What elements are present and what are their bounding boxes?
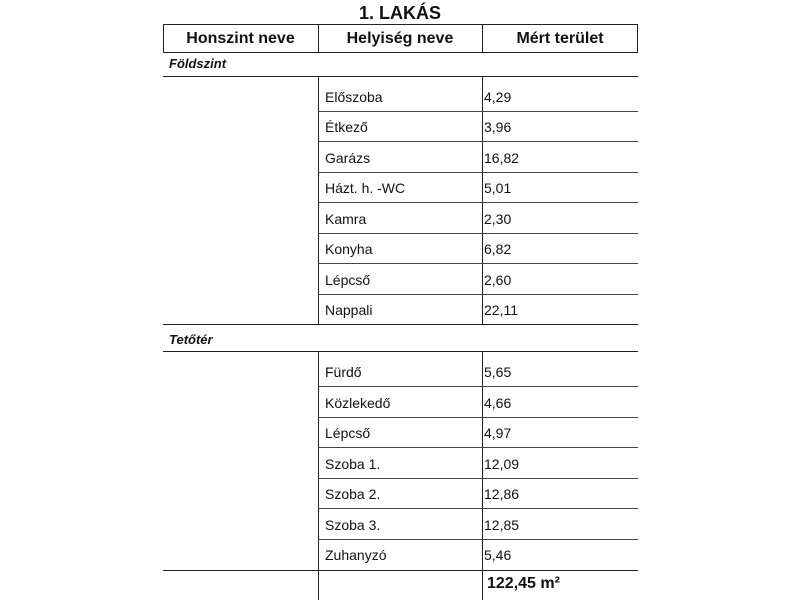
- room-area: 4,66: [484, 395, 512, 411]
- table-row: [318, 234, 638, 264]
- area-table: [163, 24, 638, 600]
- room-name: Fürdő: [325, 364, 362, 380]
- header-room-name: Helyiség neve: [346, 30, 454, 47]
- table-row: [318, 388, 638, 418]
- room-name: Nappali: [325, 302, 373, 318]
- table-top-border: [163, 24, 638, 25]
- total-area: 122,45 m²: [487, 575, 560, 592]
- room-area: 12,85: [484, 517, 520, 533]
- room-area: 5,46: [484, 547, 512, 563]
- room-name: Kamra: [325, 211, 367, 227]
- room-area: 22,11: [484, 302, 518, 318]
- table-row: [318, 295, 638, 325]
- room-area: 4,29: [484, 89, 512, 105]
- table-row: [318, 82, 638, 112]
- room-area: 2,60: [484, 272, 512, 288]
- table-row: [318, 204, 638, 234]
- room-name: Házt. h. -WC: [325, 180, 406, 196]
- table-row: [318, 173, 638, 203]
- section-2-divider: [163, 351, 638, 352]
- room-area: 3,96: [484, 119, 512, 135]
- room-area: 4,97: [484, 425, 512, 441]
- room-area: 5,65: [484, 364, 512, 380]
- room-area: 12,09: [484, 456, 520, 472]
- room-area: 6,82: [484, 241, 512, 257]
- room-name: Zuhanyzó: [325, 547, 387, 563]
- section-label-ground-floor: Földszint: [169, 56, 227, 71]
- table-row: [318, 479, 638, 509]
- section-label-attic: Tetőtér: [169, 332, 213, 347]
- section-1-divider: [163, 76, 638, 77]
- room-name: Konyha: [325, 241, 373, 257]
- table-row: [318, 143, 638, 173]
- room-name: Szoba 1.: [325, 456, 381, 472]
- room-name: Lépcső: [325, 425, 371, 441]
- header-floor-name: Honszint neve: [186, 30, 295, 47]
- table-row: [318, 357, 638, 387]
- header-bottom-border: [163, 52, 638, 53]
- table-row: [318, 112, 638, 142]
- room-name: Garázs: [325, 150, 371, 166]
- room-name: Közlekedő: [325, 395, 391, 411]
- room-area: 2,30: [484, 211, 512, 227]
- room-area: 5,01: [484, 180, 512, 196]
- page-title: 1. LAKÁS: [358, 3, 441, 23]
- room-area: 12,86: [484, 486, 520, 502]
- table-row: [318, 540, 638, 570]
- room-name: Lépcső: [325, 272, 371, 288]
- table-row: [318, 449, 638, 479]
- room-name: Szoba 2.: [325, 486, 381, 502]
- table-row: [318, 418, 638, 448]
- room-name: Szoba 3.: [325, 517, 381, 533]
- room-name: Étkező: [325, 119, 368, 135]
- room-name: Előszoba: [325, 89, 383, 105]
- room-area: 16,82: [484, 150, 520, 166]
- header-measured-area: Mért terület: [516, 30, 604, 47]
- table-row: [318, 265, 638, 295]
- total-row-top-border: [163, 570, 638, 571]
- table-row: [318, 510, 638, 540]
